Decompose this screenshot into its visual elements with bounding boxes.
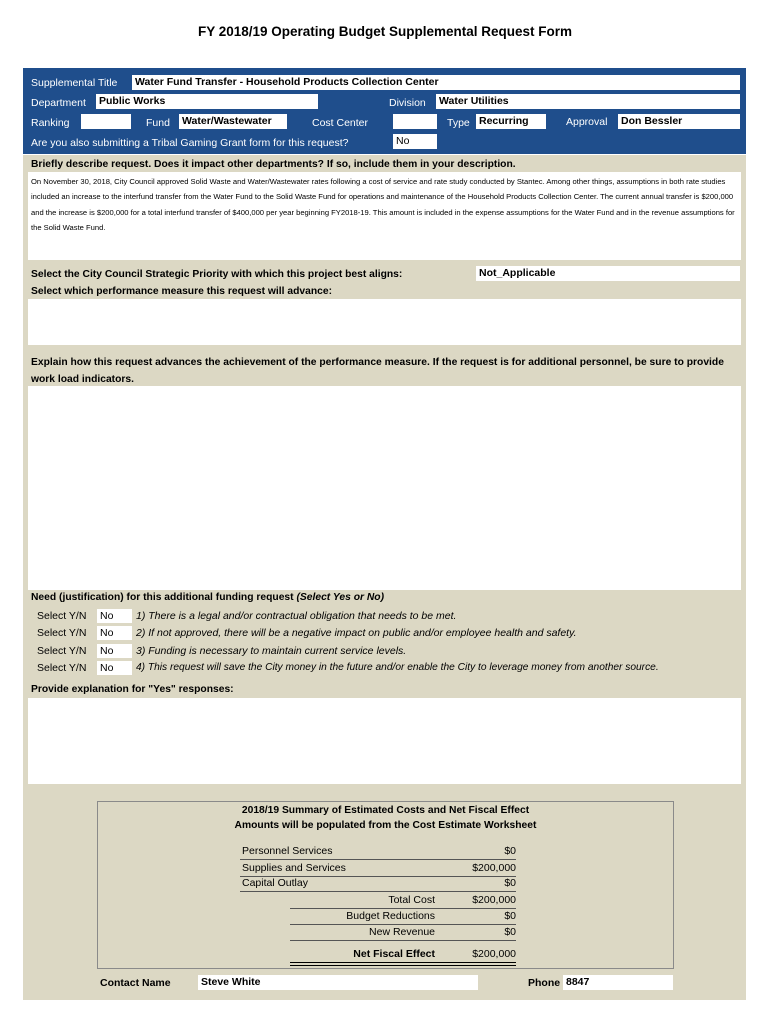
- form-title: FY 2018/19 Operating Budget Supplemental Request Form: [197, 24, 573, 39]
- ranking-field[interactable]: [81, 114, 131, 129]
- double-underline: [290, 965, 516, 966]
- department-label: Department: [31, 97, 86, 109]
- need-item-text: 4) This request will save the City money in the future and/or enable the City to leverage money from another source.: [136, 662, 659, 673]
- cost-center-field[interactable]: [393, 114, 437, 129]
- need-item-text: 1) There is a legal and/or contractual obligation that needs to be met.: [136, 610, 457, 622]
- need-item-label: Select Y/N: [37, 662, 87, 674]
- personnel-value: $0: [504, 845, 516, 857]
- strategic-priority-select[interactable]: Not_Applicable: [476, 266, 740, 281]
- supplies-label: Supplies and Services: [242, 862, 346, 874]
- explain-textbox[interactable]: [28, 386, 741, 590]
- summary-title: 2018/19 Summary of Estimated Costs and Net Fiscal Effect: [241, 805, 530, 816]
- tribal-field[interactable]: No: [393, 134, 437, 149]
- personnel-label: Personnel Services: [242, 845, 333, 857]
- reductions-label: Budget Reductions: [346, 910, 435, 922]
- type-label: Type: [447, 117, 470, 129]
- summary-subtitle: Amounts will be populated from the Cost Estimate Worksheet: [234, 820, 537, 831]
- summary-panel: [97, 801, 674, 969]
- division-label: Division: [389, 97, 426, 109]
- divider: [290, 940, 516, 941]
- phone-label: Phone: [528, 977, 561, 989]
- need-item-select[interactable]: No: [97, 609, 132, 623]
- explanation-textbox[interactable]: [28, 698, 741, 784]
- supplies-value: $200,000: [472, 862, 516, 874]
- supplemental-title-field[interactable]: Water Fund Transfer - Household Products Collection Center: [132, 75, 740, 90]
- strategic-priority-label: Select the City Council Strategic Priority with which this project best aligns:: [31, 269, 403, 280]
- cost-center-label: Cost Center: [312, 117, 369, 129]
- capital-label: Capital Outlay: [242, 877, 308, 889]
- division-field[interactable]: Water Utilities: [436, 94, 740, 109]
- total-label: Total Cost: [388, 894, 435, 906]
- type-field[interactable]: Recurring: [476, 114, 546, 129]
- fund-label: Fund: [146, 117, 170, 129]
- performance-measure-field[interactable]: [28, 299, 741, 345]
- approval-field[interactable]: Don Bessler: [618, 114, 740, 129]
- net-fiscal-label: Net Fiscal Effect: [353, 948, 435, 960]
- divider: [240, 891, 516, 892]
- divider: [240, 859, 516, 860]
- fund-field[interactable]: Water/Wastewater: [179, 114, 287, 129]
- supplemental-title-label: Supplemental Title: [31, 77, 118, 89]
- explain-heading: Explain how this request advances the achievement of the performance measure. If the request is for additional personnel, be sure to provide work load indicators.: [31, 357, 724, 385]
- performance-measure-label: Select which performance measure this request will advance:: [31, 286, 333, 297]
- need-heading-hint: (Select Yes or No): [296, 592, 385, 603]
- describe-heading: Briefly describe request. Does it impact other departments? If so, include them in your description.: [31, 159, 516, 170]
- need-item-label: Select Y/N: [37, 627, 87, 639]
- contact-field[interactable]: Steve White: [198, 975, 478, 990]
- total-value: $200,000: [472, 894, 516, 906]
- need-item-select[interactable]: No: [97, 661, 132, 675]
- approval-label: Approval: [566, 116, 608, 128]
- department-field[interactable]: Public Works: [96, 94, 318, 109]
- net-fiscal-value: $200,000: [472, 948, 516, 960]
- explanation-heading: Provide explanation for "Yes" responses:: [31, 684, 234, 695]
- divider: [290, 924, 516, 925]
- need-item-label: Select Y/N: [37, 610, 87, 622]
- revenue-value: $0: [504, 926, 516, 938]
- need-item-select[interactable]: No: [97, 644, 132, 658]
- divider: [290, 908, 516, 909]
- need-item-text: 3) Funding is necessary to maintain current service levels.: [136, 645, 407, 657]
- need-item-select[interactable]: No: [97, 626, 132, 640]
- need-item-label: Select Y/N: [37, 645, 87, 657]
- ranking-label: Ranking: [31, 117, 70, 129]
- describe-text: On November 30, 2018, City Council approved Solid Waste and Water/Wastewater rates following a cost of service and rate study conducted by Stantec. Among other things, assumptions in both rate studies included an increase to the interfund transfer from the Water Fund to the Solid Waste Fund for operations and maintenance of the Household Products Collection Center. The current annual transfer is $200,000 and the increase is $200,000 for a total interfund transfer of $400,000 per year beginning FY2018-19. This amount is included in the expense assumptions for the Water Fund and in the revenue assumptions for the Solid Waste Fund.: [31, 177, 735, 232]
- revenue-label: New Revenue: [369, 926, 435, 938]
- reductions-value: $0: [504, 910, 516, 922]
- phone-field[interactable]: 8847: [563, 975, 673, 990]
- need-item-text: 2) If not approved, there will be a negative impact on public and/or employee health and safety.: [136, 627, 577, 639]
- contact-label: Contact Name: [100, 977, 171, 989]
- double-underline: [290, 962, 516, 963]
- tribal-question: Are you also submitting a Tribal Gaming Grant form for this request?: [31, 137, 349, 149]
- capital-value: $0: [504, 877, 516, 889]
- need-heading: Need (justification) for this additional funding request (Select Yes or No): [31, 592, 385, 603]
